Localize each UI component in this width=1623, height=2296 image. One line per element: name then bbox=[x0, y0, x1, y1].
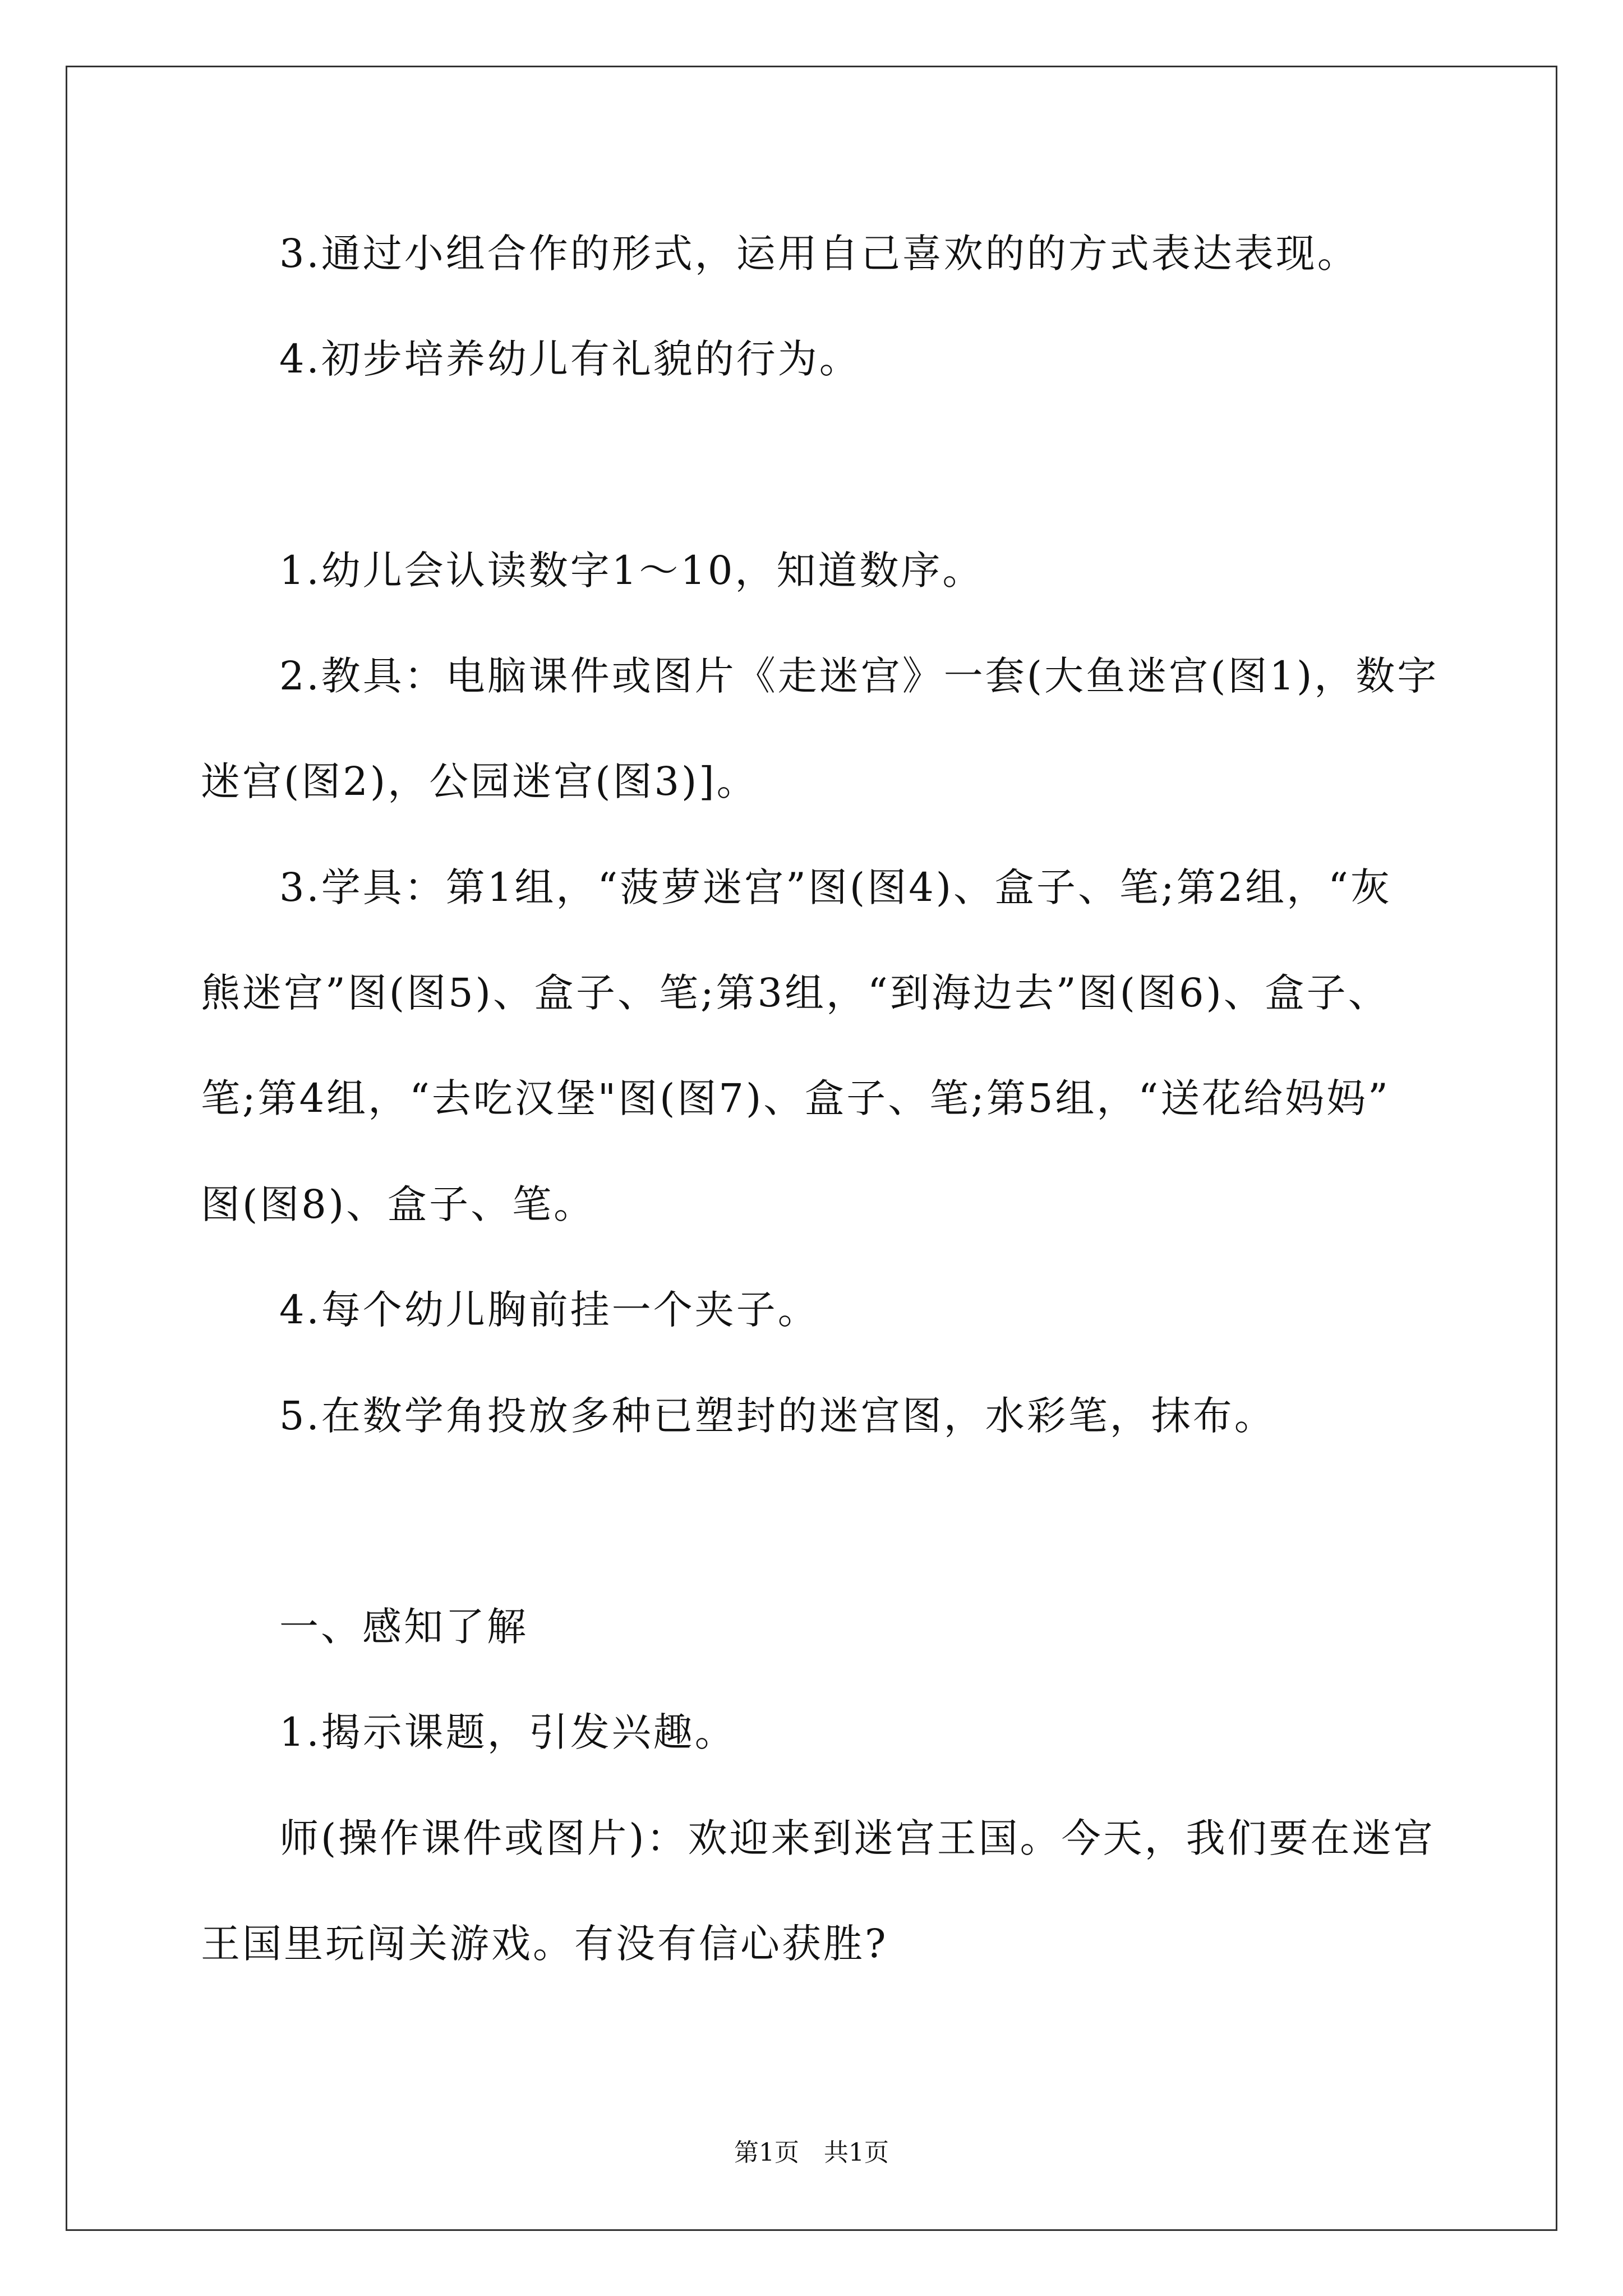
text-line: 笔;第4组，“去吃汉堡"图(图7)、盒子、笔;第5组，“送花给妈妈” bbox=[201, 1075, 1390, 1121]
text-line: 3.通过小组合作的形式，运用自己喜欢的的方式表达表现。 bbox=[279, 231, 1359, 277]
text-line: 4.每个幼儿胸前挂一个夹子。 bbox=[279, 1287, 819, 1333]
page-footer: 第1页 共1页 bbox=[734, 2138, 889, 2167]
text-line: 5.在数学角投放多种已塑封的迷宫图，水彩笔，抹布。 bbox=[279, 1393, 1276, 1439]
section-heading: 一、感知了解 bbox=[279, 1604, 528, 1650]
text-line: 师(操作课件或图片)：欢迎来到迷宫王国。今天，我们要在迷宫 bbox=[279, 1815, 1435, 1861]
text-line: 1.幼儿会认读数字1～10，知道数序。 bbox=[279, 547, 984, 593]
text-line: 3.学具：第1组，“菠萝迷宫”图(图4)、盒子、笔;第2组，“灰 bbox=[279, 864, 1392, 910]
text-line: 熊迷宫”图(图5)、盒子、笔;第3组，“到海边去”图(图6)、盒子、 bbox=[201, 970, 1390, 1016]
text-line: 2.教具：电脑课件或图片《走迷宫》一套(大鱼迷宫(图1)，数字 bbox=[279, 653, 1439, 699]
text-line: 王国里玩闯关游戏。有没有信心获胜? bbox=[201, 1921, 888, 1967]
page-border bbox=[66, 66, 1557, 2231]
text-line: 迷宫(图2)，公园迷宫(图3)]。 bbox=[201, 758, 758, 804]
text-line: 图(图8)、盒子、笔。 bbox=[201, 1181, 596, 1227]
text-line: 1.揭示课题，引发兴趣。 bbox=[279, 1709, 736, 1755]
text-line: 4.初步培养幼儿有礼貌的行为。 bbox=[279, 336, 861, 382]
